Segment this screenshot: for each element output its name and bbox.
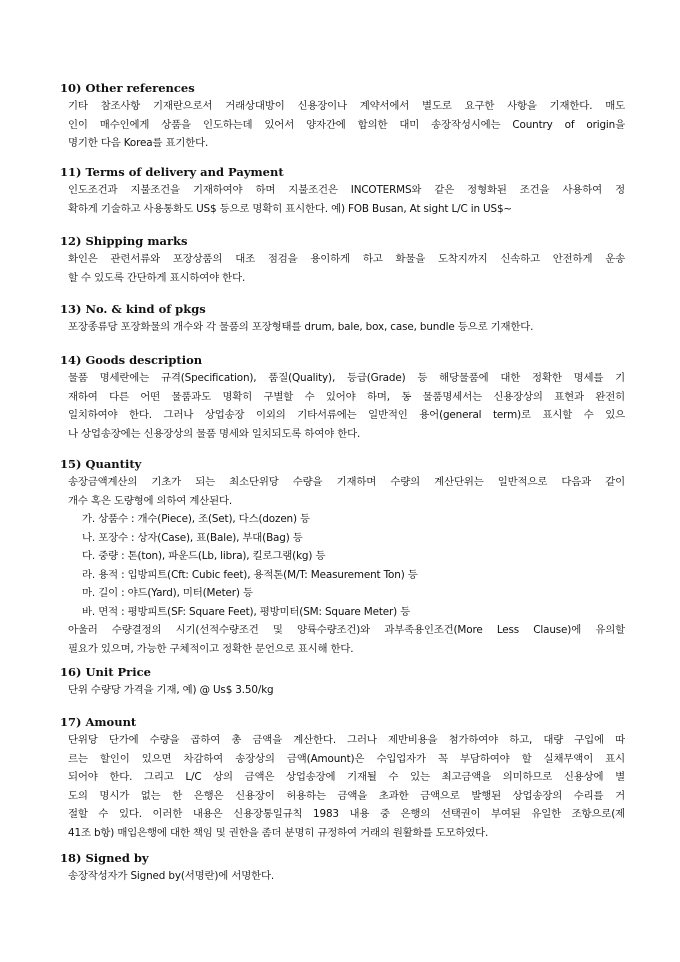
text-line: 필요가 있으며, 가능한 구체적이고 정확한 문언으로 표시해 한다. xyxy=(68,642,354,655)
text-line: 절할 수 있다. 이러한 내용은 신용장통일규칙 1983 내용 중 은행의 선택권이 부여된 유일한 조항으로(제 xyxy=(68,808,625,820)
text-line: 화인은 관련서류와 포장상품의 대조 점검을 용이하게 하고 화물을 도착지까지 신속하고 안전하게 운송 xyxy=(68,253,625,265)
text-line: 41조 b항) 매입은행에 대한 책임 및 권한을 좀더 분명히 규정하여 거래의 원활화를 도모하였다. xyxy=(68,826,489,839)
section-heading: 15) Quantity xyxy=(60,457,142,471)
section-body xyxy=(60,867,625,886)
section-heading: 11) Terms of delivery and Payment xyxy=(60,165,284,179)
text-line: 포장종류당 포장화물의 개수와 각 물품의 포장형태를 drum, bale, box, case, bundle 등으로 기재한다. xyxy=(68,321,534,333)
section-body xyxy=(60,318,625,337)
list-item: 마. 길이 : 야드(Yard), 미터(Meter) 등 xyxy=(82,587,253,599)
section-amount xyxy=(60,713,625,842)
text-line: 송장작성자가 Signed by(서명란)에 서명한다. xyxy=(68,870,275,882)
text-line: 단위당 단가에 수량을 곱하여 총 금액을 계산한다. 그러나 제반비용을 첨가하여야 하고, 대량 구입에 따 xyxy=(68,734,625,746)
section-quantity xyxy=(60,455,625,658)
section-heading: 17) Amount xyxy=(60,715,137,729)
text-line: 할 수 있도록 간단하게 표시하여야 한다. xyxy=(68,271,246,284)
text-line: 기타 참조사항 기재란으로서 거래상대방이 신용장이나 계약서에서 별도로 요구한 사항을 기재한다. 매도 xyxy=(68,100,625,112)
section-terms-of-delivery xyxy=(60,163,625,218)
list-item: 가. 상품수 : 개수(Piece), 조(Set), 다스(dozen) 등 xyxy=(82,513,310,525)
list-item: 바. 면적 : 평방피트(SF: Square Feet), 평방미터(SM: Square Meter) 등 xyxy=(82,605,411,618)
section-no-kind-of-pkgs xyxy=(60,300,625,337)
section-body xyxy=(60,731,625,842)
text-line: 확하게 기술하고 사용통화도 US$ 등으로 명확히 표시한다. 예) FOB Busan, At sight L/C in US$~ xyxy=(68,202,512,215)
section-body xyxy=(60,681,625,700)
text-line: 도의 명시가 없는 한 은행은 신용장이 허용하는 금액을 초과한 금액으로 발행된 상업송장의 수리를 거 xyxy=(68,789,625,802)
section-heading: 18) Signed by xyxy=(60,851,149,865)
text-line: 단위 수량당 가격을 기재, 예) @ Us$ 3.50/kg xyxy=(68,684,274,696)
text-line: 송장금액계산의 기초가 되는 최소단위당 수량을 기재하며 수량의 계산단위는 일반적으로 다음과 같이 xyxy=(68,476,625,488)
section-heading: 13) No. & kind of pkgs xyxy=(60,302,206,316)
section-body xyxy=(60,473,625,658)
section-signed-by xyxy=(60,849,625,886)
list-item: 라. 용적 : 입방피트(Cft: Cubic feet), 용적톤(M/T: Measurement Ton) 등 xyxy=(82,568,418,581)
section-shipping-marks xyxy=(60,232,625,287)
text-line: 아울러 수량결정의 시기(선적수량조건 및 양륙수량조건)와 과부족용인조건(More Less Clause)에 유의할 xyxy=(68,624,625,636)
text-line: 되어야 한다. 그리고 L/C 상의 금액은 상업송장에 기재될 수 있는 최고금액을 의미하므로 신용상에 별 xyxy=(68,771,625,783)
list-item: 나. 포장수 : 상자(Case), 표(Bale), 부대(Bag) 등 xyxy=(82,531,303,544)
text-line: 인도조건과 지불조건을 기재하여야 하며 지불조건은 INCOTERMS와 같은 정형화된 조건을 사용하여 정 xyxy=(68,184,625,196)
text-line: 일치하여야 한다. 그러나 상업송장 이외의 기타서류에는 일반적인 용어(general term)로 표시할 수 있으 xyxy=(68,409,625,421)
list-item: 다. 중량 : 톤(ton), 파운드(Lb, libra), 킬로그램(kg) 등 xyxy=(82,550,326,562)
text-line: 르는 할인이 있으면 차감하여 송장상의 금액(Amount)은 수입업자가 꼭 부담하여야 할 실채무액이 표시 xyxy=(68,752,625,765)
text-line: 물품 명세란에는 규격(Specification), 품질(Quality), 등급(Grade) 등 해당물품에 대한 정확한 명세를 기 xyxy=(68,372,625,384)
text-line: 나 상업송장에는 신용장상의 물품 명세와 일치되도록 하여야 한다. xyxy=(68,427,361,440)
section-body xyxy=(60,97,625,153)
section-goods-description xyxy=(60,351,625,443)
text-line: 인이 매수인에게 상품을 인도하는데 있어서 양자간에 합의한 대미 송장작성시에는 Country of origin을 xyxy=(68,118,625,131)
section-heading: 12) Shipping marks xyxy=(60,234,188,248)
text-line: 명기한 다음 Korea를 표기한다. xyxy=(68,137,209,149)
section-heading: 16) Unit Price xyxy=(60,665,151,679)
text-line: 재하여 다른 어떤 물품과도 명확히 구별할 수 있어야 하며, 동 물품명세서는 신용장상의 표현과 완전히 xyxy=(68,390,625,403)
section-unit-price xyxy=(60,663,625,700)
section-heading: 14) Goods description xyxy=(60,353,203,367)
section-body xyxy=(60,181,625,218)
section-body xyxy=(60,250,625,287)
text-line: 개수 혹은 도량형에 의하여 계산된다. xyxy=(68,494,233,507)
section-other-references xyxy=(60,79,625,153)
section-heading: 10) Other references xyxy=(60,81,195,95)
section-body xyxy=(60,369,625,443)
